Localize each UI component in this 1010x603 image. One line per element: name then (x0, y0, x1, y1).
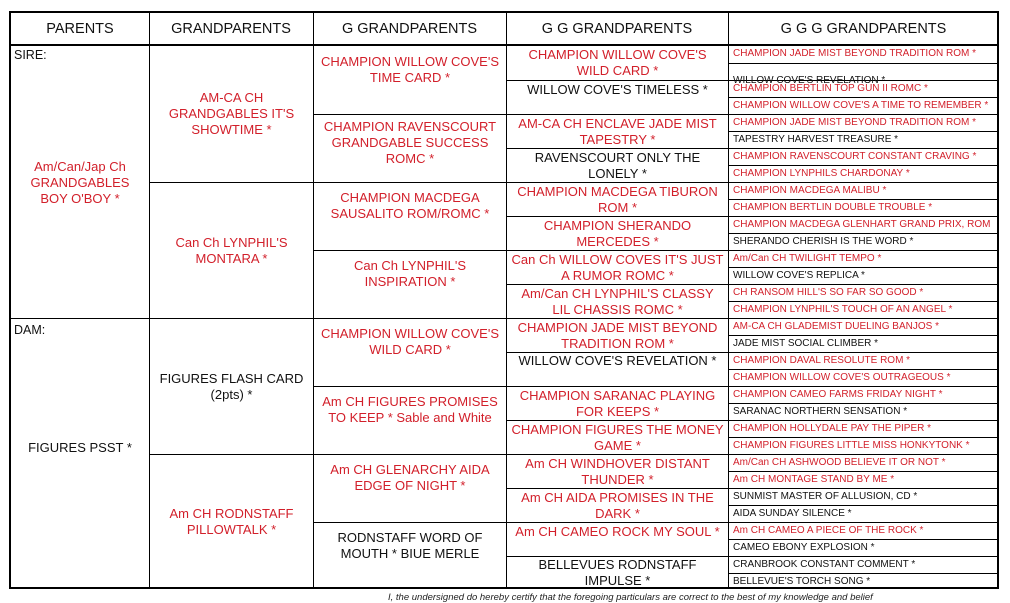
sire-name (11, 153, 149, 213)
ggg-grandparent-name: CHAMPION LYNPHIL'S TOUCH OF AN ANGEL * (733, 304, 953, 315)
header-g-grandparents-text: G GRANDPARENTS (341, 20, 478, 37)
gg-grandparent-name: CHAMPION JADE MIST BEYOND TRADITION ROM * (517, 319, 718, 351)
ggg-grandparent-name: CHAMPION WILLOW COVE'S A TIME TO REMEMBER * (733, 100, 989, 111)
gg-grandparent-cell (507, 523, 728, 556)
ggg-grandparent-name: TAPESTRY HARVEST TREASURE * (733, 134, 899, 145)
ggg-grandparent-cell (729, 149, 999, 165)
header-parents (11, 13, 149, 44)
header-gg-grandparents (506, 13, 728, 44)
ggg-grandparent-cell (729, 319, 999, 335)
ggg-grandparent-name: WILLOW COVE'S REVELATION * (733, 74, 886, 86)
pedigree-table (9, 11, 999, 589)
g-grandparent-cell (314, 45, 506, 114)
gg-grandparent-cell (507, 45, 728, 80)
ggg-grandparent-name: CHAMPION LYNPHILS CHARDONAY * (733, 168, 910, 179)
ggg-grandparent-cell (729, 472, 999, 488)
ggg-grandparent-name: CH RANSOM HILL'S SO FAR SO GOOD * (733, 287, 924, 298)
gg-grandparent-cell (507, 387, 728, 420)
gg-grandparent-cell (507, 183, 728, 216)
g-grandparent-name: RODNSTAFF WORD OF MOUTH * BIUE MERLE (337, 530, 483, 561)
ggg-grandparent-name: CRANBROOK CONSTANT COMMENT * (733, 559, 916, 570)
ggg-grandparent-cell (729, 115, 999, 131)
ggg-grandparent-name: CHAMPION MACDEGA GLENHART GRAND PRIX, ROM (733, 219, 991, 230)
ggg-grandparent-cell (729, 234, 999, 250)
certification-statement: I, the undersigned do hereby certify that the foregoing particulars are correct to the best of my knowledge and belief (388, 592, 873, 603)
g-grandparent-cell (314, 251, 506, 318)
gg-grandparent-name: Am CH WINDHOVER DISTANT THUNDER * (525, 455, 710, 487)
ggg-grandparent-name: SUNMIST MASTER OF ALLUSION, CD * (733, 491, 918, 502)
ggg-grandparent-cell (729, 166, 999, 182)
gg-grandparent-cell (507, 251, 728, 284)
ggg-grandparent-name: CHAMPION RAVENSCOURT CONSTANT CRAVING * (733, 151, 977, 162)
header-ggg-grandparents-text: G G G GRANDPARENTS (780, 20, 947, 37)
ggg-grandparent-cell (729, 183, 999, 199)
ggg-grandparent-name: JADE MIST SOCIAL CLIMBER * (733, 338, 879, 349)
gg-grandparent-name: Am CH CAMEO ROCK MY SOUL * (515, 524, 720, 539)
ggg-grandparent-name: Am CH CAMEO A PIECE OF THE ROCK * (733, 525, 924, 536)
g-grandparent-name: Can Ch LYNPHIL'S INSPIRATION * (353, 258, 467, 289)
gg-grandparent-cell (507, 149, 728, 182)
ggg-grandparent-name: CHAMPION WILLOW COVE'S OUTRAGEOUS * (733, 372, 951, 383)
ggg-grandparent-name: CHAMPION BERTLIN DOUBLE TROUBLE * (733, 202, 933, 213)
grandparent-cell (150, 455, 313, 589)
gg-grandparent-cell (507, 353, 728, 386)
ggg-grandparent-cell (729, 455, 999, 471)
ggg-grandparent-name: CHAMPION BERTLIN TOP GUN II ROMC * (733, 83, 928, 94)
ggg-grandparent-name: Am/Can CH TWILIGHT TEMPO * (733, 253, 882, 264)
gg-grandparent-name: CHAMPION SARANAC PLAYING FOR KEEPS * (519, 387, 716, 419)
ggg-grandparent-cell (729, 132, 999, 148)
header-gg-grandparents-text: G G GRANDPARENTS (541, 20, 693, 37)
g-grandparent-name: CHAMPION MACDEGA SAUSALITO ROM/ROMC * (330, 190, 490, 221)
ggg-grandparent-name: CAMEO EBONY EXPLOSION * (733, 542, 875, 553)
ggg-grandparent-name: CHAMPION FIGURES LITTLE MISS HONKYTONK * (733, 440, 970, 451)
grandparent-cell (150, 319, 313, 454)
ggg-grandparent-name: CHAMPION JADE MIST BEYOND TRADITION ROM * (733, 48, 976, 59)
ggg-grandparent-name: AM-CA CH GLADEMIST DUELING BANJOS * (733, 321, 939, 332)
ggg-grandparent-name: AIDA SUNDAY SILENCE * (733, 508, 852, 519)
g-grandparent-name: CHAMPION WILLOW COVE'S WILD CARD * (320, 326, 499, 357)
gg-grandparent-name: RAVENSCOURT ONLY THE LONELY * (534, 149, 701, 181)
dam-name-text: FIGURES PSST * (28, 440, 132, 455)
header-parents-text: PARENTS (46, 20, 114, 37)
grandparent-cell (150, 183, 313, 318)
header-grandparents-text: GRANDPARENTS (171, 20, 291, 37)
gg-grandparent-name: Can Ch WILLOW COVES IT'S JUST A RUMOR ROMC * (511, 251, 724, 283)
sire-label: SIRE: (14, 48, 47, 62)
ggg-grandparent-cell (729, 302, 999, 318)
ggg-grandparent-cell (729, 81, 999, 97)
gg-grandparent-name: AM-CA CH ENCLAVE JADE MIST TAPESTRY * (518, 115, 717, 147)
ggg-grandparent-cell (729, 421, 999, 437)
gg-grandparent-cell (507, 489, 728, 522)
ggg-grandparent-name: CHAMPION JADE MIST BEYOND TRADITION ROM * (733, 117, 976, 128)
gg-grandparent-name: BELLEVUES RODNSTAFF IMPULSE * (538, 557, 697, 588)
ggg-grandparent-cell (729, 353, 999, 369)
gg-grandparent-name: Am CH AIDA PROMISES IN THE DARK * (521, 489, 714, 521)
gg-grandparent-name: CHAMPION WILLOW COVE'S WILD CARD * (528, 46, 707, 78)
gg-grandparent-name: Am/Can CH LYNPHIL'S CLASSY LIL CHASSIS ROMC * (521, 285, 714, 317)
ggg-grandparent-name: CHAMPION CAMEO FARMS FRIDAY NIGHT * (733, 389, 943, 400)
ggg-grandparent-name: Am CH MONTAGE STAND BY ME * (733, 474, 895, 485)
ggg-grandparent-cell (729, 370, 999, 386)
ggg-grandparent-cell (729, 438, 999, 454)
g-grandparent-cell (314, 387, 506, 454)
ggg-grandparent-name: WILLOW COVE'S REPLICA * (733, 270, 865, 281)
ggg-grandparent-cell (729, 387, 999, 403)
sire-name-text: Am/Can/Jap Ch GRANDGABLES BOY O'BOY * (30, 159, 130, 206)
ggg-grandparent-cell (729, 523, 999, 539)
gg-grandparent-cell (507, 421, 728, 454)
g-grandparent-cell (314, 319, 506, 386)
gg-grandparent-cell (507, 319, 728, 352)
dam-label: DAM: (14, 323, 46, 337)
g-grandparent-name: Am CH GLENARCHY AIDA EDGE OF NIGHT * (330, 462, 490, 493)
gg-grandparent-name: WILLOW COVE'S REVELATION * (518, 353, 717, 368)
ggg-grandparent-cell (729, 200, 999, 216)
ggg-grandparent-cell (729, 285, 999, 301)
ggg-grandparent-name: BELLEVUE'S TORCH SONG * (733, 575, 871, 587)
g-grandparent-cell (314, 455, 506, 522)
ggg-grandparent-cell (729, 217, 999, 233)
g-grandparent-name: CHAMPION RAVENSCOURT GRANDGABLE SUCCESS ROMC * (323, 119, 497, 166)
header-grandparents (149, 13, 313, 44)
grandparent-name: AM-CA CH GRANDGABLES IT'S SHOWTIME * (168, 89, 295, 137)
gg-grandparent-cell (507, 455, 728, 488)
ggg-grandparent-cell (729, 251, 999, 267)
ggg-grandparent-cell (729, 98, 999, 114)
gg-grandparent-name: CHAMPION FIGURES THE MONEY GAME * (511, 421, 724, 453)
ggg-grandparent-name: SHERANDO CHERISH IS THE WORD * (733, 236, 914, 247)
gg-grandparent-cell (507, 285, 728, 318)
g-grandparent-name: Am CH FIGURES PROMISES TO KEEP * Sable and White (322, 394, 498, 425)
ggg-grandparent-name: CHAMPION HOLLYDALE PAY THE PIPER * (733, 423, 932, 434)
ggg-grandparent-cell (729, 574, 999, 589)
gg-grandparent-name: WILLOW COVE'S TIMELESS * (527, 82, 708, 97)
ggg-grandparent-name: CHAMPION MACDEGA MALIBU * (733, 185, 887, 196)
gg-grandparent-name: CHAMPION MACDEGA TIBURON ROM * (517, 183, 718, 215)
header-g-grandparents (313, 13, 506, 44)
ggg-grandparent-cell (729, 336, 999, 352)
grandparent-name: FIGURES FLASH CARD (2pts) * (159, 370, 304, 402)
g-grandparent-cell (314, 523, 506, 589)
ggg-grandparent-cell (729, 540, 999, 556)
grandparent-name: Can Ch LYNPHIL'S MONTARA * (175, 234, 288, 266)
gg-grandparent-cell (507, 557, 728, 589)
ggg-grandparent-name: Am/Can CH ASHWOOD BELIEVE IT OR NOT * (733, 457, 946, 468)
g-grandparent-cell (314, 115, 506, 182)
dam-name (11, 433, 149, 463)
g-grandparent-name: CHAMPION WILLOW COVE'S TIME CARD * (320, 54, 499, 85)
ggg-grandparent-cell (729, 489, 999, 505)
grandparent-name: Am CH RODNSTAFF PILLOWTALK * (169, 506, 294, 537)
ggg-grandparent-cell (729, 506, 999, 522)
gg-grandparent-cell (507, 217, 728, 250)
ggg-grandparent-cell (729, 45, 999, 63)
gg-grandparent-name: CHAMPION SHERANDO MERCEDES * (543, 217, 692, 249)
ggg-grandparent-cell (729, 557, 999, 573)
header-ggg-grandparents (728, 13, 999, 44)
ggg-grandparent-cell (729, 268, 999, 284)
g-grandparent-cell (314, 183, 506, 250)
gg-grandparent-cell (507, 115, 728, 148)
ggg-grandparent-name: CHAMPION DAVAL RESOLUTE ROM * (733, 355, 911, 366)
gg-grandparent-cell (507, 81, 728, 114)
ggg-grandparent-name: SARANAC NORTHERN SENSATION * (733, 406, 908, 417)
grandparent-cell (150, 45, 313, 182)
ggg-grandparent-cell (729, 404, 999, 420)
